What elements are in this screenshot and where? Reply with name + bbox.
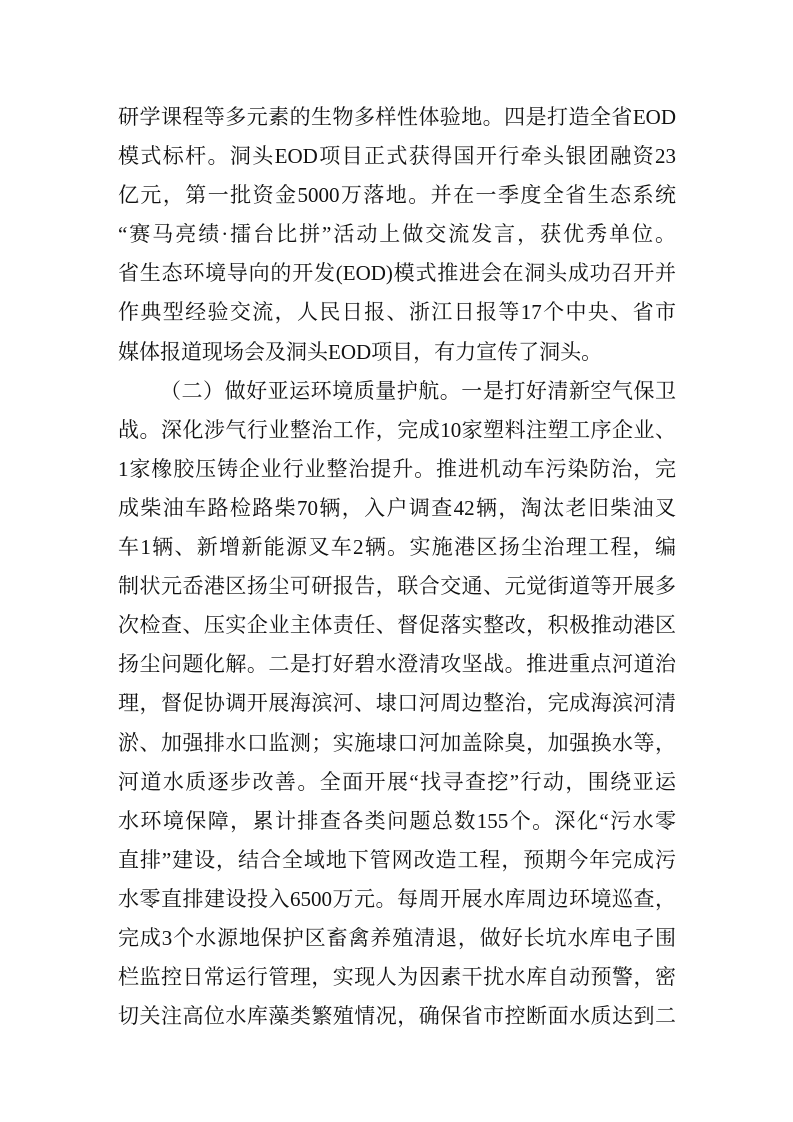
document-page bbox=[118, 98, 676, 1036]
section-heading-line: （二）做好亚运环境质量护航。一是打好清新空气保卫 bbox=[160, 378, 676, 403]
text-line: 次检查、压实企业主体责任、督促落实整改，积极推动港区 bbox=[118, 613, 676, 638]
text-line: 省生态环境导向的开发(EOD)模式推进会在洞头成功召开并 bbox=[118, 261, 676, 286]
text-line: 切关注高位水库藻类繁殖情况，确保省市控断面水质达到二 bbox=[118, 1004, 676, 1029]
text-line: 直排”建设，结合全域地下管网改造工程，预期今年完成污 bbox=[118, 847, 676, 872]
text-line: “赛马亮绩·擂台比拼”活动上做交流发言，获优秀单位。 bbox=[118, 222, 676, 247]
text-line: 水零直排建设投入6500万元。每周开展水库周边环境巡查， bbox=[118, 886, 676, 911]
text-line: 模式标杆。洞头EOD项目正式获得国开行牵头银团融资23 bbox=[118, 144, 676, 169]
text-line: 战。深化涉气行业整治工作，完成10家塑料注塑工序企业、 bbox=[118, 417, 676, 442]
text-line: 车1辆、新增新能源叉车2辆。实施港区扬尘治理工程，编 bbox=[118, 535, 676, 560]
text-line: 河道水质逐步改善。全面开展“找寻查挖”行动，围绕亚运 bbox=[118, 769, 676, 794]
text-line: 水环境保障，累计排查各类问题总数155个。深化“污水零 bbox=[118, 808, 676, 833]
text-line: 理，督促协调开展海滨河、埭口河周边整治，完成海滨河清 bbox=[118, 691, 676, 716]
text-line: 1家橡胶压铸企业行业整治提升。推进机动车污染防治，完 bbox=[118, 456, 676, 481]
text-line: 完成3个水源地保护区畜禽养殖清退，做好长坑水库电子围 bbox=[118, 925, 676, 950]
text-line: 研学课程等多元素的生物多样性体验地。四是打造全省EOD bbox=[118, 105, 676, 129]
text-line: 作典型经验交流，人民日报、浙江日报等17个中央、省市 bbox=[118, 300, 676, 325]
text-line: 制状元岙港区扬尘可研报告，联合交通、元觉街道等开展多 bbox=[118, 574, 676, 599]
text-line: 成柴油车路检路柴70辆，入户调查42辆，淘汰老旧柴油叉 bbox=[118, 495, 676, 520]
text-line: 亿元，第一批资金5000万落地。并在一季度全省生态系统 bbox=[118, 183, 676, 208]
text-line: 栏监控日常运行管理，实现人为因素干扰水库自动预警，密 bbox=[118, 965, 676, 990]
paragraph-end-line: 媒体报道现场会及洞头EOD项目，有力宣传了洞头。 bbox=[118, 339, 603, 364]
text-line: 淤、加强排水口监测；实施埭口河加盖除臭，加强换水等， bbox=[118, 730, 676, 755]
text-line: 扬尘问题化解。二是打好碧水澄清攻坚战。推进重点河道治 bbox=[118, 652, 676, 677]
